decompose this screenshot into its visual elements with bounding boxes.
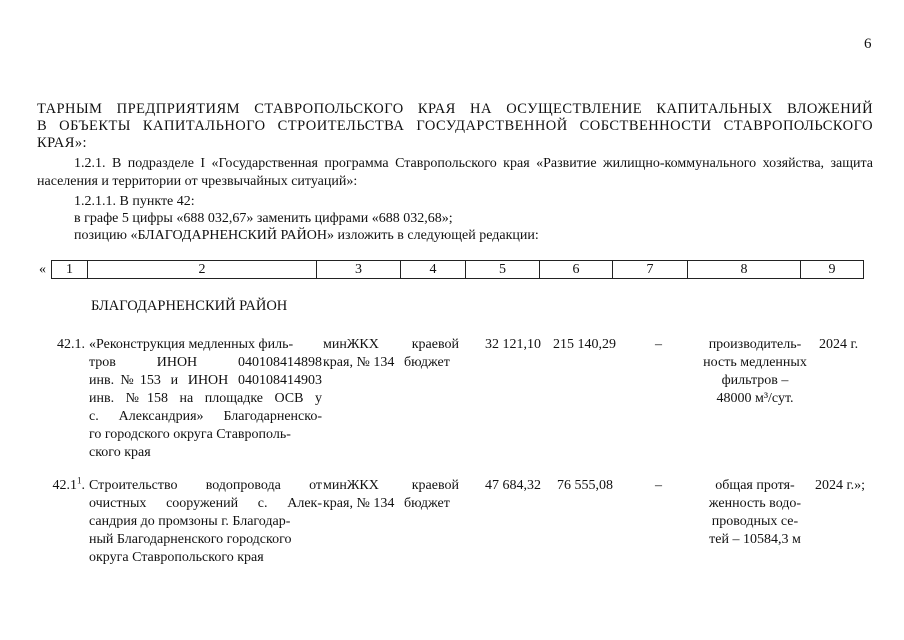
district-title: БЛАГОДАРНЕНСКИЙ РАЙОН <box>91 298 288 314</box>
length-line: женность водо- <box>708 496 802 511</box>
length-line: общая протя- <box>715 478 795 493</box>
description-line: инв.№153 и ИНОН 040108414903 <box>89 373 322 388</box>
budget-line: краевой <box>411 337 459 352</box>
row-number: 42.1$^1$. <box>52 475 85 493</box>
budget-line: краевой <box>411 478 459 493</box>
ministry-line: края, № 134 <box>323 355 395 370</box>
description-line: го городского округа Ставрополь- <box>89 427 291 442</box>
value-col6: 76 555,08 <box>557 478 613 493</box>
description-line: сандрия до промзоны г. Благодар- <box>89 514 291 529</box>
column-number: 3 <box>317 261 401 279</box>
length-line: тей – 10584,3 м <box>709 532 801 547</box>
year-cell: 2024 г.»; <box>815 478 866 493</box>
budget-cell <box>404 336 459 372</box>
capacity-line: 48000 м³/сут. <box>716 391 794 406</box>
column-number: 7 <box>613 261 688 279</box>
heading-line: КРАЯ»: <box>37 135 88 151</box>
budget-cell <box>404 477 459 513</box>
column-number-header <box>51 260 864 279</box>
column-number: 9 <box>801 261 864 279</box>
description-line: ского края <box>89 445 151 460</box>
description-line: с. Александрия» Благодарненско- <box>89 409 322 424</box>
table-open-quote: « <box>39 262 46 277</box>
ministry-line: минЖКХ <box>323 478 379 493</box>
length-cell <box>694 477 816 549</box>
ministry-line: края, № 134 <box>323 496 395 511</box>
page-number: 6 <box>864 36 872 52</box>
capacity-line: ность медленных <box>703 355 807 370</box>
heading-line: ТАРНЫМ ПРЕДПРИЯТИЯМ СТАВРОПОЛЬСКОГО КРАЯ НА ОСУЩЕСТВЛЕНИЕ КАПИТАЛЬНЫХ ВЛОЖЕНИЙ <box>37 101 873 117</box>
capacity-line: производитель- <box>708 337 802 352</box>
description-line: ный Благодарненского городского <box>89 532 292 547</box>
description-line: округа Ставропольского края <box>89 550 264 565</box>
column-number: 4 <box>401 261 466 279</box>
description-line: «Реконструкция медленных филь- <box>89 337 294 352</box>
column-number: 8 <box>688 261 801 279</box>
ministry-cell <box>323 477 394 513</box>
budget-line: бюджет <box>404 496 450 511</box>
paragraph-item: 1.2.1.1. В пункте 42: <box>74 194 195 209</box>
row-number: 42.1. <box>57 337 85 352</box>
value-col7: – <box>655 478 662 493</box>
capacity-cell <box>694 336 816 408</box>
paragraph-position: позицию «БЛАГОДАРНЕНСКИЙ РАЙОН» изложить в следующей редакции: <box>74 228 539 243</box>
value-col7: – <box>655 337 662 352</box>
heading-line: В ОБЪЕКТЫ КАПИТАЛЬНОГО СТРОИТЕЛЬСТВА ГОСУДАРСТВЕННОЙ СОБСТВЕННОСТИ СТАВРОПОЛЬСКОГО <box>37 118 873 134</box>
ministry-cell <box>323 336 394 372</box>
description-line: очистных сооружений с. Алек- <box>89 496 322 511</box>
column-number: 2 <box>88 261 317 279</box>
column-number: 6 <box>540 261 613 279</box>
description-line: инв. №158 на площадке ОСВ у <box>89 391 322 406</box>
value-col6: 215 140,29 <box>553 337 616 352</box>
project-description <box>89 477 322 567</box>
column-number: 1 <box>52 261 88 279</box>
capacity-line: фильтров – <box>721 373 789 388</box>
paragraph-subsection: 1.2.1. В подразделе I «Государственная программа Ставропольского края «Развитие жилищно-коммунального хозяйства, защита населения и территории от чрезвычайных ситуаций»: <box>37 156 873 189</box>
description-line: Строительство водопровода от <box>89 478 322 493</box>
column-number: 5 <box>466 261 540 279</box>
budget-line: бюджет <box>404 355 450 370</box>
project-description <box>89 336 322 462</box>
value-col5: 32 121,10 <box>485 337 541 352</box>
year-cell: 2024 г. <box>819 337 859 352</box>
value-col5: 47 684,32 <box>485 478 541 493</box>
description-line: тров ИНОН 040108414898 <box>89 355 322 370</box>
length-line: проводных се- <box>711 514 799 529</box>
paragraph-replace-figures: в графе 5 цифры «688 032,67» заменить цифрами «688 032,68»; <box>74 211 453 226</box>
section-heading <box>37 101 873 152</box>
ministry-line: минЖКХ <box>323 337 379 352</box>
